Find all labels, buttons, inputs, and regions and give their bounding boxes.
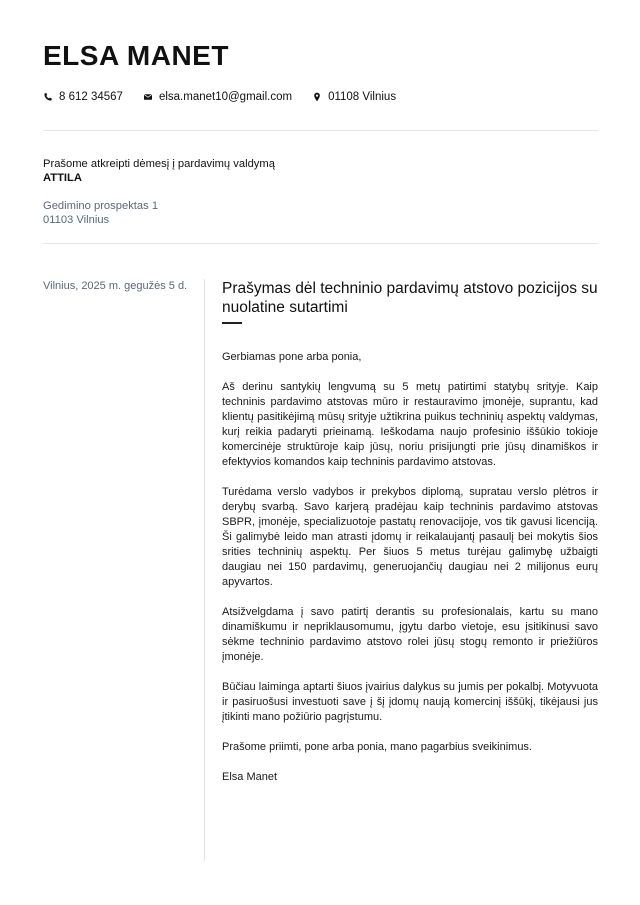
paragraph-3: Atsižvelgdama į savo patirtį derantis su profesionalais, kartu su mano dinamiškumu ir nepriklausomumu, įgytu darbo vietoje, esu įsitikinusi savo sėkme techninio pardavimo atstovo rolei jūsų stogų remonto ir priežiūros įmonėje. [222, 605, 598, 663]
recipient-divider [43, 243, 598, 244]
phone-icon [43, 92, 53, 102]
recipient-address [43, 199, 275, 227]
phone-number: 8 612 34567 [59, 91, 123, 103]
letter-subject: Prašymas dėl techninio pardavimų atstovo pozicijos su nuolatine sutartimi [222, 280, 598, 316]
location-pin-icon [312, 92, 322, 102]
location-text: 01108 Vilnius [328, 91, 397, 103]
recipient-street: Gedimino prospektas 1 [43, 200, 159, 212]
recipient-company: ATTILA [43, 172, 82, 184]
letter-signature: Elsa Manet [222, 770, 278, 783]
paragraph-1: Aš derinu santykių lengvumą su 5 metų patirtimi statybų srityje. Kaip techninis pardavimo atstovas mūro ir restauravimo įmonėje, suprantu, kad klientų pasitikėjimą mūsų srityje užtikrina puikus techninių aspektų valdymas, kurį reikia padaryti prieinamą. Ieškodama naujo profesinio iššūkio tokioje komercinėje struktūroje kaip jūsų, noriu prisijungti prie jūsų dinamiškos ir efektyvios komandos kaip techninis pardavimo atstovas. [222, 380, 598, 468]
applicant-name: ELSA MANET [43, 40, 229, 71]
contact-phone [43, 91, 123, 103]
recipient-block [43, 157, 275, 227]
recipient-attention: Prašome atkreipti dėmesį į pardavimų valdymą [43, 158, 275, 170]
paragraph-2: Turėdama verslo vadybos ir prekybos diplomą, supratau verslo plėtros ir derybų svarbą. Savo karjerą pradėjau kaip techninis pardavimo atstovas SBPR, įmonėje, specializuotoje pastatų renovacijoje, vos tik gavusi licenciją. Ši galimybė leido man atrasti įdomų ir reikalaujantį pasaulį bei mokytis šios srities techninių aspektų. Per šiuos 5 metus turėjau galimybę užbaigti daugiau nei 150 pardavimų, generuojančių daugiau nei 2 milijonus eurų apyvartos. [222, 485, 598, 588]
letter-closing: Prašome priimti, pone arba ponia, mano pagarbius sveikinimus. [222, 740, 532, 753]
email-address: elsa.manet10@gmail.com [158, 91, 293, 103]
subject-underline [222, 322, 242, 324]
mail-icon [143, 92, 153, 102]
letter-date: Vilnius, 2025 m. gegužės 5 d. [43, 280, 188, 292]
contact-location [312, 91, 396, 103]
letter-body [222, 279, 598, 785]
recipient-city: 01103 Vilnius [43, 214, 110, 226]
contact-email [143, 91, 292, 103]
letter-greeting: Gerbiamas pone arba ponia, [222, 350, 362, 363]
header-divider [43, 130, 598, 131]
column-divider [204, 279, 205, 862]
paragraph-4: Būčiau laiminga aptarti šiuos įvairius dalykus su jumis per pokalbį. Motyvuota ir pasiruošusi investuoti save į šį įdomų naują komercinį iššūkį, tikėjausi jus įtikinti mano požiūrio pagrįstumu. [222, 680, 598, 723]
contact-row [43, 91, 416, 103]
